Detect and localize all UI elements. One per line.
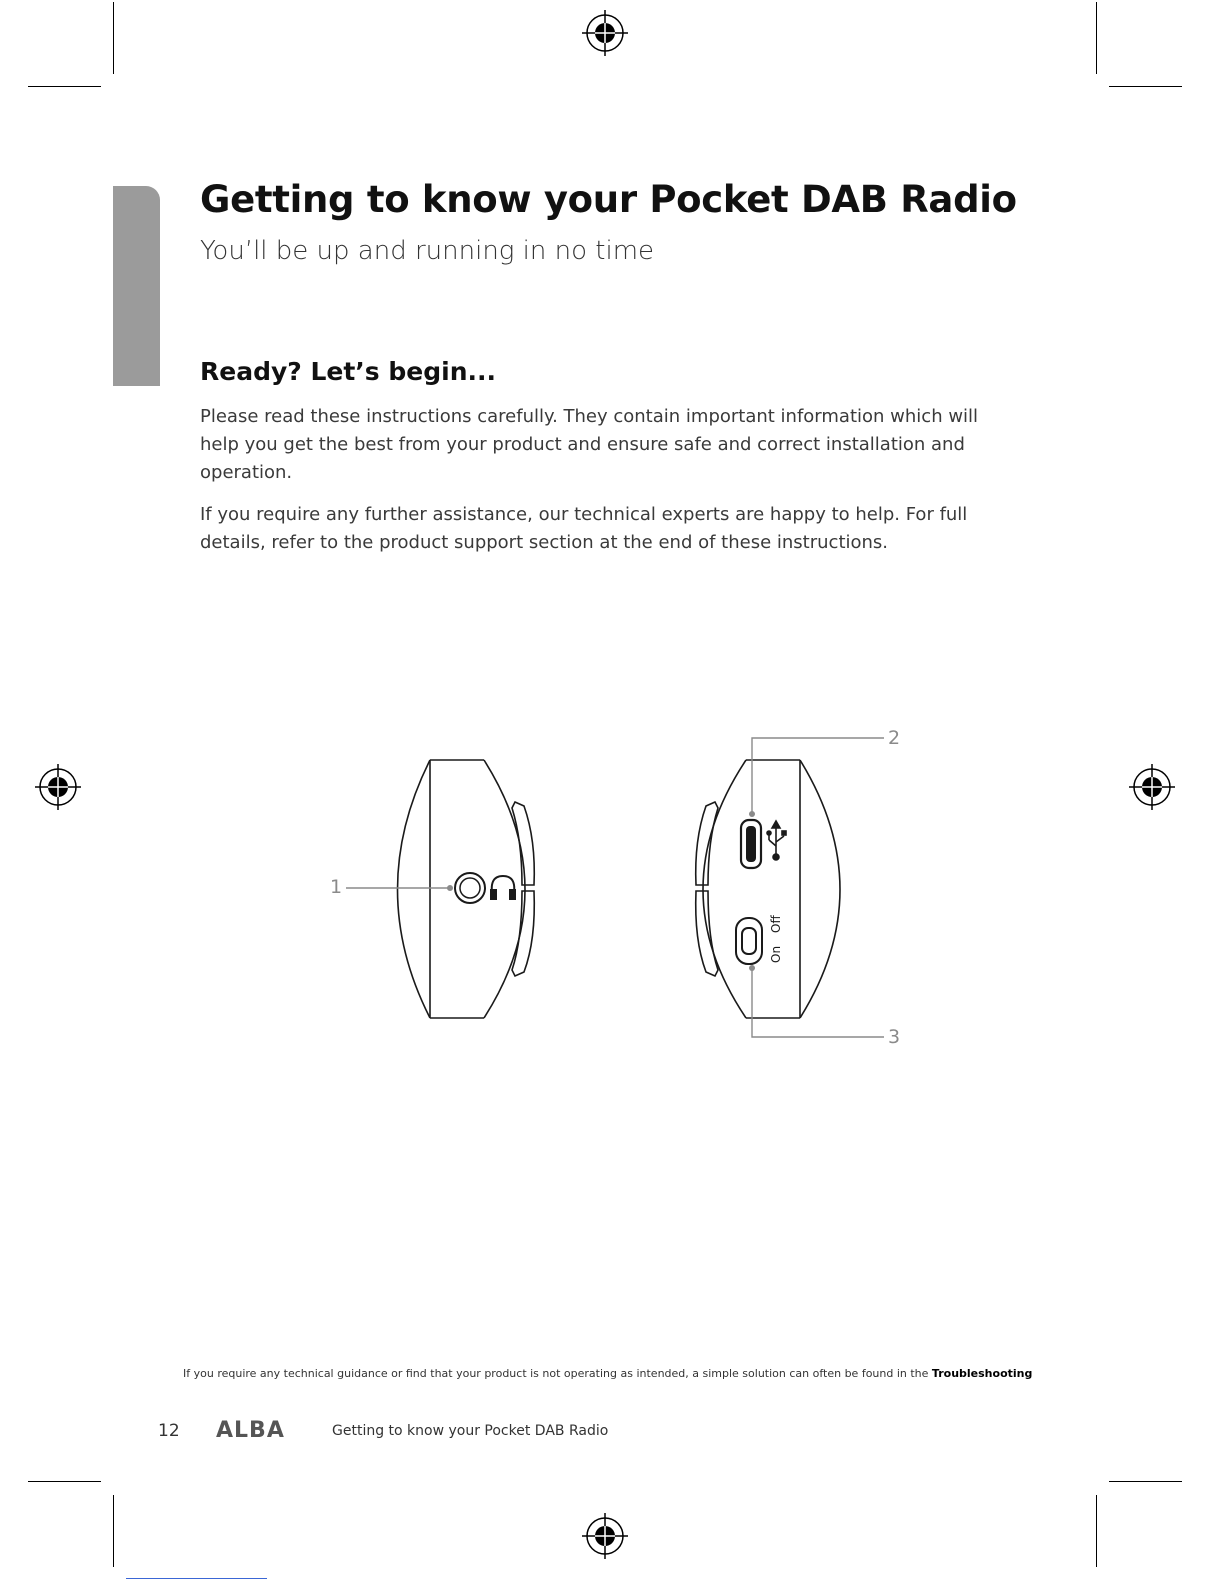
crop-mark <box>28 86 101 87</box>
troubleshooting-link[interactable]: Troubleshooting <box>931 1367 1033 1380</box>
page-number: 12 <box>158 1421 180 1441</box>
callout-number-1: 1 <box>330 876 343 898</box>
headphone-jack-icon <box>455 873 485 903</box>
page-title: Getting to know your Pocket DAB Radio <box>200 178 1017 221</box>
intro-paragraph-2: If you require any further assistance, our technical experts are happy to help. For full details, refer to the product support section at the end of these instructions. <box>200 504 968 553</box>
crop-mark <box>1096 1495 1097 1567</box>
crop-mark <box>1109 86 1182 87</box>
bottom-rule <box>126 1578 267 1579</box>
intro-paragraph-1: Please read these instructions carefully. They contain important information which will help you get the best from your product and ensure safe and correct installation and operation. <box>200 406 979 483</box>
switch-off-label: Off <box>769 915 783 933</box>
callout-number-3: 3 <box>888 1026 901 1048</box>
footnote-text: If you require any technical guidance or find that your product is not operating as intended, a simple solution can often be found in the <box>183 1367 929 1380</box>
usb-icon <box>767 821 786 860</box>
crop-mark <box>1096 2 1097 74</box>
headphones-symbol-icon <box>491 876 515 899</box>
crop-mark <box>113 1495 114 1567</box>
switch-on-label: On <box>769 945 783 963</box>
callout-line-2 <box>752 738 884 814</box>
crop-mark <box>28 1481 101 1482</box>
crop-mark <box>1109 1481 1182 1482</box>
section-side-tab <box>113 186 160 386</box>
product-diagram <box>300 720 940 1060</box>
troubleshooting-footnote <box>183 1367 1063 1380</box>
callout-line-3 <box>752 968 884 1037</box>
usb-port-icon <box>741 820 761 868</box>
registration-mark-right <box>1127 762 1177 812</box>
brand-logo: ALBA <box>216 1418 285 1443</box>
power-switch-icon[interactable] <box>736 918 762 964</box>
page-subtitle: You’ll be up and running in no time <box>200 236 655 266</box>
footer-section-title: Getting to know your Pocket DAB Radio <box>332 1423 609 1439</box>
registration-mark-left <box>33 762 83 812</box>
callout-number-2: 2 <box>888 727 901 749</box>
radio-right-side-view <box>696 760 840 1018</box>
registration-mark-top <box>580 8 630 58</box>
section-heading: Ready? Let’s begin... <box>200 357 496 386</box>
registration-mark-bottom <box>580 1511 630 1561</box>
crop-mark <box>113 2 114 74</box>
